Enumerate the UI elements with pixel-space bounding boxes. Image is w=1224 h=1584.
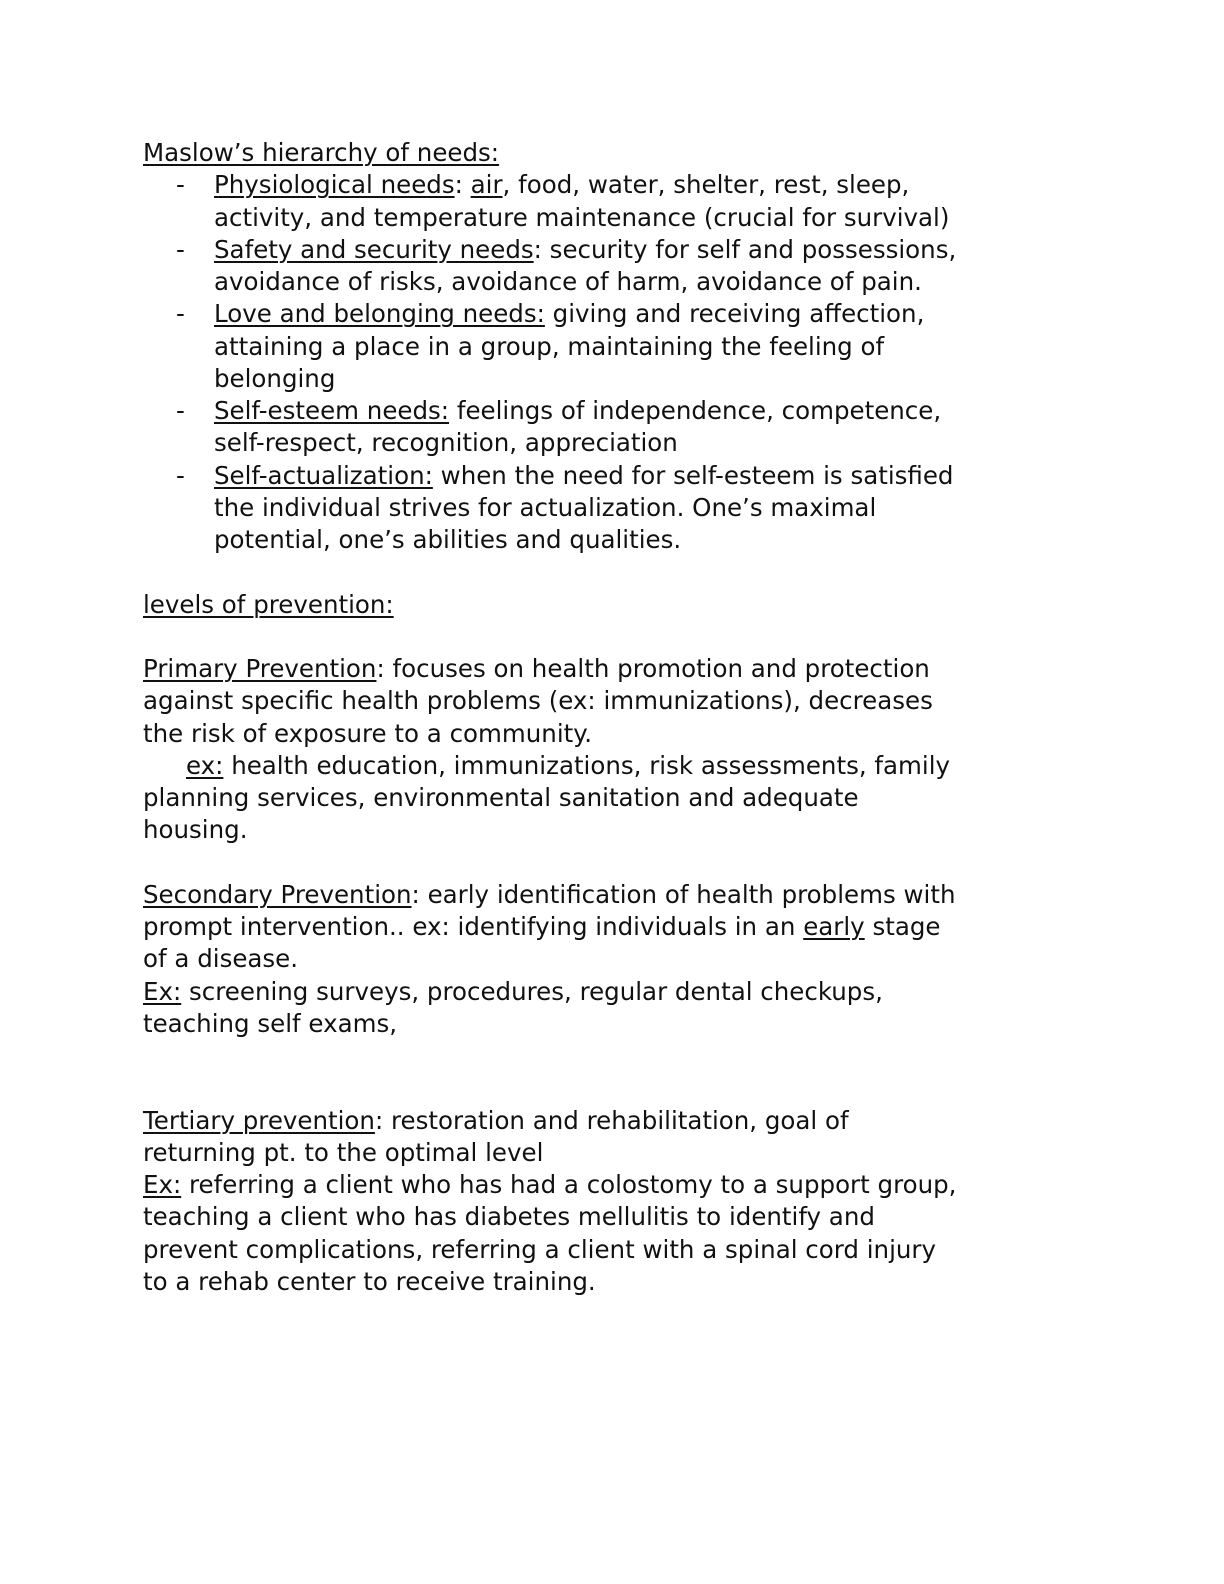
underlined-heading: air [470, 170, 503, 200]
text-segment: potential, one’s abilities and qualities. [214, 525, 682, 554]
text-segment: avoidance of risks, avoidance of harm, avoidance of pain. [214, 267, 922, 296]
text-line [143, 782, 859, 814]
text-segment: returning pt. to the optimal level [143, 1137, 544, 1167]
text-segment: belonging [214, 363, 336, 393]
text-line [143, 1201, 875, 1233]
text-segment: : [454, 170, 471, 200]
text-segment: : security for self and possessions, [533, 234, 957, 264]
bullet-dash: - [176, 460, 185, 490]
text-line [214, 331, 884, 363]
text-segment: when the need for self-esteem is satisfied [432, 460, 954, 490]
text-line [143, 1105, 849, 1137]
text-segment: : restoration and rehabilitation, goal of [374, 1105, 849, 1135]
text-line [143, 589, 394, 621]
text-segment: self-respect, recognition, appreciation [214, 428, 678, 458]
text-line [214, 202, 949, 234]
text-segment: planning services, environmental sanitation and adequate [143, 783, 859, 812]
text-line [143, 653, 930, 685]
text-segment: to a rehab center to receive training. [143, 1266, 596, 1296]
underlined-heading: Safety and security needs [214, 234, 534, 264]
text-segment: prompt intervention.. ex: identifying individuals in an [143, 912, 804, 941]
text-line [143, 1008, 397, 1040]
text-segment: giving and receiving affection, [544, 299, 925, 329]
underlined-heading: Maslow’s hierarchy of needs: [143, 138, 500, 167]
text-segment: housing. [143, 815, 248, 845]
text-segment: teaching a client who has diabetes mellulitis to identify and [143, 1202, 875, 1232]
text-segment: of a disease. [143, 944, 299, 974]
bullet-item-line [176, 169, 910, 201]
text-line [186, 750, 950, 782]
text-segment: the risk of exposure to a community. [143, 718, 593, 748]
text-line [143, 911, 940, 943]
text-line [143, 1266, 596, 1298]
underlined-heading: Self-esteem needs: [214, 396, 450, 425]
text-line [143, 879, 955, 911]
underlined-heading: Physiological needs [214, 170, 455, 200]
bullet-dash: - [176, 396, 185, 425]
underlined-heading: Tertiary prevention [143, 1105, 375, 1135]
bullet-item-line [176, 395, 942, 427]
underlined-heading: Self-actualization: [214, 460, 433, 490]
underlined-heading: Secondary Prevention [143, 879, 412, 909]
text-segment: teaching self exams, [143, 1008, 397, 1038]
text-segment: , food, water, shelter, rest, sleep, [502, 170, 910, 200]
text-segment: stage [864, 912, 941, 941]
text-segment: against specific health problems (ex: immunizations), decreases [143, 686, 933, 716]
text-line [214, 363, 335, 395]
text-line [143, 1137, 543, 1169]
underlined-heading: Primary Prevention [143, 654, 377, 683]
text-line [143, 814, 247, 846]
text-line [143, 685, 933, 717]
text-segment: health education, immunizations, risk assessments, family [223, 750, 951, 780]
text-line [214, 266, 922, 298]
bullet-item-line [176, 460, 954, 492]
text-line [143, 718, 592, 750]
text-line [143, 137, 499, 169]
text-line [214, 492, 876, 524]
text-line [143, 1169, 956, 1201]
bullet-item-line [176, 234, 957, 266]
text-segment: feelings of independence, competence, [449, 396, 942, 425]
bullet-item-line [176, 298, 925, 330]
text-segment: activity, and temperature maintenance (crucial for survival) [214, 202, 950, 232]
underlined-heading: early [803, 912, 865, 941]
text-segment: referring a client who has had a colostomy to a support group, [181, 1170, 957, 1199]
underlined-heading: levels of prevention: [143, 589, 394, 619]
text-segment: the individual strives for actualization. One’s maximal [214, 492, 877, 522]
text-line [214, 427, 678, 459]
bullet-dash: - [176, 170, 185, 200]
underlined-heading: ex: [186, 750, 224, 780]
text-line [143, 976, 883, 1008]
text-segment: prevent complications, referring a client with a spinal cord injury [143, 1234, 936, 1264]
underlined-heading: Love and belonging needs: [214, 299, 545, 329]
bullet-dash: - [176, 234, 185, 264]
text-segment: attaining a place in a group, maintaining the feeling of [214, 331, 885, 361]
text-segment: : focuses on health promotion and protection [376, 654, 930, 683]
text-segment: : early identification of health problems with [411, 879, 956, 909]
underlined-heading: Ex: [143, 1170, 182, 1199]
text-line [214, 524, 681, 556]
text-segment: screening surveys, procedures, regular dental checkups, [181, 976, 883, 1006]
text-line [143, 943, 298, 975]
underlined-heading: Ex: [143, 976, 182, 1006]
text-line [143, 1234, 936, 1266]
bullet-dash: - [176, 299, 185, 329]
